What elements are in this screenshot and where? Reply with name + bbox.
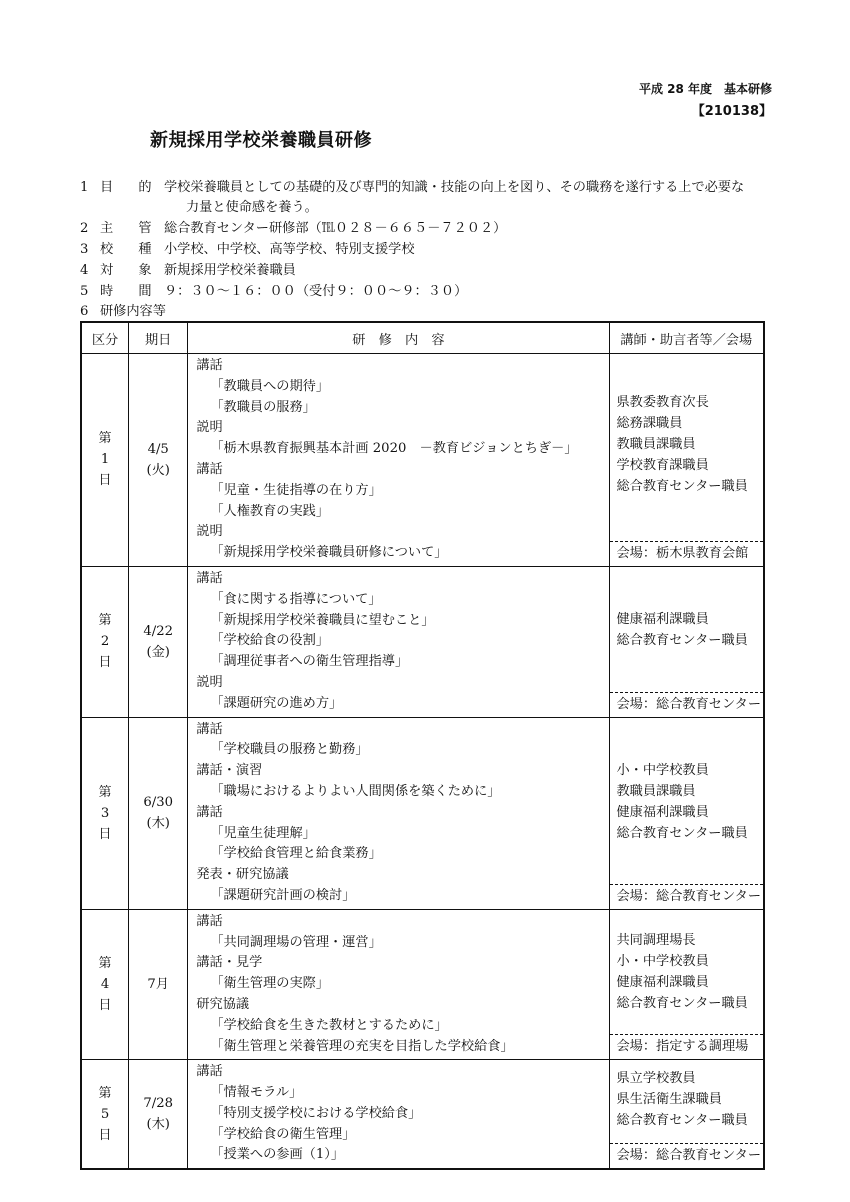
session-topic: 「食に関する指導について」 [210, 591, 382, 607]
session-topic: 「授業への参画（1）」 [210, 1147, 345, 1163]
day-label [82, 782, 128, 845]
header-content: 研 修 内 容 [188, 322, 609, 354]
lecturer-item: 小・中学校教員 [616, 953, 709, 969]
session-type: 講話 [196, 1064, 223, 1080]
date-value: 4/22 [143, 623, 173, 639]
day-label-char: 日 [98, 1127, 112, 1143]
session-topic: 「新規採用学校栄養職員研修について」 [210, 545, 448, 561]
info-key: 校 種 [100, 242, 158, 257]
lecturer-list [617, 930, 748, 1014]
venue-label: 会場：総合教育センター [610, 1143, 764, 1168]
date-value: 4/5 [147, 441, 169, 457]
lecturer-item: 総合教育センター職員 [616, 479, 748, 494]
info-number: 2 [80, 221, 89, 236]
info-value-continued: 力量と使命感を養う。 [186, 200, 318, 215]
lecturer-item: 教職員課職員 [616, 437, 696, 452]
lecturer-item: 教職員課職員 [616, 783, 696, 799]
day-label-char: 第 [98, 956, 112, 971]
date-cell [129, 566, 188, 717]
table-row [81, 566, 764, 717]
session-type: 研究協議 [196, 996, 250, 1012]
lecturer-item: 県生活衛生課職員 [616, 1092, 722, 1108]
day-label-char: 第 [98, 613, 112, 629]
page-title: 新規採用学校栄養職員研修 [150, 130, 372, 151]
info-value: 小学校、中学校、高等学校、特別支援学校 [164, 242, 415, 257]
lecturer-list [617, 609, 748, 651]
info-number: 1 [80, 180, 89, 195]
day-label [82, 1083, 128, 1146]
lecturer-cell [609, 1060, 764, 1169]
session-topic: 「課題研究計画の検討」 [210, 887, 356, 903]
day-cell [81, 354, 129, 567]
day-cell [81, 717, 129, 909]
info-value: 総合教育センター研修部（℡０２８－６６５－７２０２） [164, 221, 507, 236]
session-type: 講話 [196, 721, 223, 737]
info-key: 対 象 [100, 263, 158, 278]
table-row [81, 717, 764, 909]
session-type: 説明 [196, 674, 223, 690]
day-label-char: 第 [98, 1085, 112, 1101]
session-topic: 「学校給食を生きた教材とするために」 [210, 1017, 448, 1033]
lecturer-item: 健康福利課職員 [616, 804, 709, 820]
table-row [81, 1060, 764, 1169]
day-label-char: 第 [98, 431, 112, 447]
day-label-char: 2 [100, 634, 110, 650]
lecturer-cell [609, 717, 764, 909]
table-row [81, 909, 764, 1060]
date-value: 7月 [147, 977, 169, 992]
content-cell [188, 1060, 609, 1169]
session-topic: 「教職員の服務」 [210, 399, 316, 415]
session-type: 講話 [196, 570, 223, 586]
table-header-row [81, 322, 764, 354]
session-topic: 「共同調理場の管理・運営」 [210, 934, 382, 950]
info-key: 時 間 [100, 284, 158, 299]
day-label-char: 第 [98, 784, 112, 800]
date-cell [129, 717, 188, 909]
session-type: 講話 [196, 913, 223, 929]
content-cell [188, 566, 609, 717]
lecturer-list [617, 760, 748, 844]
weekday-value: (木) [146, 1117, 170, 1133]
lecturer-list [617, 1068, 748, 1131]
lecturer-item: 健康福利課職員 [616, 611, 709, 627]
info-target [80, 261, 296, 281]
weekday-value: (金) [146, 644, 170, 660]
info-purpose [80, 178, 744, 218]
session-topic: 「職場におけるよりよい人間関係を築くために」 [210, 783, 501, 799]
session-topic: 「課題研究の進め方」 [210, 695, 343, 711]
lecturer-item: 総合教育センター職員 [616, 1113, 748, 1129]
session-type: 発表・研究協議 [196, 867, 289, 883]
session-type: 説明 [196, 420, 223, 436]
session-topic: 「特別支援学校における学校給食」 [210, 1105, 422, 1121]
session-topic: 「衛生管理の実際」 [210, 976, 330, 992]
header-date: 期日 [129, 322, 188, 354]
session-type: 講話・演習 [196, 763, 263, 779]
info-key: 研修内容等 [100, 304, 166, 319]
venue-label: 会場：総合教育センター [610, 692, 764, 717]
day-label [82, 953, 128, 1016]
venue-label: 会場：指定する調理場 [610, 1034, 764, 1059]
info-number: 3 [80, 242, 89, 257]
weekday-value: (火) [146, 462, 170, 478]
day-label-char: 日 [98, 473, 112, 489]
session-type: 講話・見学 [196, 955, 263, 971]
session-type: 講話 [196, 358, 223, 373]
table-row [81, 354, 764, 567]
info-value: 新規採用学校栄養職員 [164, 263, 296, 278]
session-topic: 「学校給食管理と給食業務」 [210, 846, 382, 862]
content-cell [188, 717, 609, 909]
lecturer-item: 総合教育センター職員 [616, 632, 748, 648]
day-label-char: 日 [98, 655, 112, 671]
lecturer-item: 学校教育課職員 [616, 458, 709, 473]
info-key: 主 管 [100, 221, 158, 236]
info-school-type [80, 240, 415, 260]
info-key: 目 的 [100, 180, 158, 195]
day-label [82, 428, 128, 491]
info-contents [80, 302, 166, 322]
info-number: 6 [80, 304, 89, 319]
venue-label: 会場：栃木県教育会館 [610, 541, 764, 566]
info-organizer [80, 219, 506, 239]
fiscal-year-label: 平成 28 年度 基本研修 [638, 82, 772, 96]
lecturer-cell [609, 909, 764, 1060]
lecturer-cell [609, 566, 764, 717]
session-topic: 「新規採用学校栄養職員に望むこと」 [210, 612, 435, 628]
day-label [82, 610, 128, 673]
session-topic: 「児童・生徒指導の在り方」 [210, 482, 382, 498]
info-number: 5 [80, 284, 89, 299]
lecturer-item: 県教委教育次長 [616, 395, 709, 410]
session-topic: 「調理従事者への衛生管理指導」 [210, 654, 409, 670]
session-topic: 「学校給食の衛生管理」 [210, 1126, 356, 1142]
content-cell [188, 354, 609, 567]
lecturer-item: 共同調理場長 [616, 932, 696, 948]
session-topic: 「情報モラル」 [210, 1085, 303, 1101]
session-type: 講話 [196, 804, 223, 820]
session-topic: 「人権教育の実践」 [210, 503, 330, 519]
info-number: 4 [80, 263, 89, 278]
lecturer-item: 総合教育センター職員 [616, 825, 748, 841]
lecturer-item: 小・中学校教員 [616, 762, 709, 778]
day-label-char: 1 [100, 452, 110, 468]
session-type: 説明 [196, 524, 223, 540]
lecturer-list [617, 392, 748, 497]
content-cell [188, 909, 609, 1060]
venue-label: 会場：総合教育センター [610, 884, 764, 909]
session-topic: 「児童生徒理解」 [210, 825, 316, 841]
day-label-char: 日 [98, 998, 112, 1013]
lecturer-item: 健康福利課職員 [616, 974, 709, 990]
header-kubun: 区分 [81, 322, 129, 354]
date-cell [129, 354, 188, 567]
session-topic: 「学校給食の役割」 [210, 633, 330, 649]
session-topic: 「教職員への期待」 [210, 378, 330, 394]
day-label-char: 3 [100, 805, 110, 821]
course-code: 【210138】 [691, 104, 772, 119]
session-topic: 「栃木県教育振興基本計画 2020 －教育ビジョンとちぎ－」 [210, 441, 578, 457]
lecturer-item: 総合教育センター職員 [616, 995, 748, 1011]
session-topic: 「衛生管理と栄養管理の充実を目指した学校給食」 [210, 1038, 514, 1054]
date-value: 7/28 [143, 1096, 173, 1112]
lecturer-item: 県立学校教員 [616, 1071, 696, 1087]
info-value: 学校栄養職員としての基礎的及び専門的知識・技能の向上を図り、その職務を遂行する上で必要な [164, 180, 745, 195]
date-cell [129, 909, 188, 1060]
weekday-value: (木) [146, 816, 170, 832]
day-label-char: 4 [100, 977, 110, 992]
day-label-char: 5 [100, 1106, 110, 1122]
session-type: 講話 [196, 461, 223, 477]
lecturer-item: 総務課職員 [616, 416, 683, 431]
date-cell [129, 1060, 188, 1169]
header-lecturer: 講師・助言者等／会場 [609, 322, 764, 354]
lecturer-cell [609, 354, 764, 567]
day-cell [81, 909, 129, 1060]
date-value: 6/30 [143, 795, 173, 811]
day-cell [81, 1060, 129, 1169]
info-time [80, 282, 467, 302]
day-cell [81, 566, 129, 717]
session-topic: 「学校職員の服務と勤務」 [210, 742, 369, 758]
day-label-char: 日 [98, 826, 112, 842]
info-value: ９：３０～１６：００（受付９：００～９：３０） [164, 284, 468, 299]
schedule-table [80, 321, 765, 1170]
